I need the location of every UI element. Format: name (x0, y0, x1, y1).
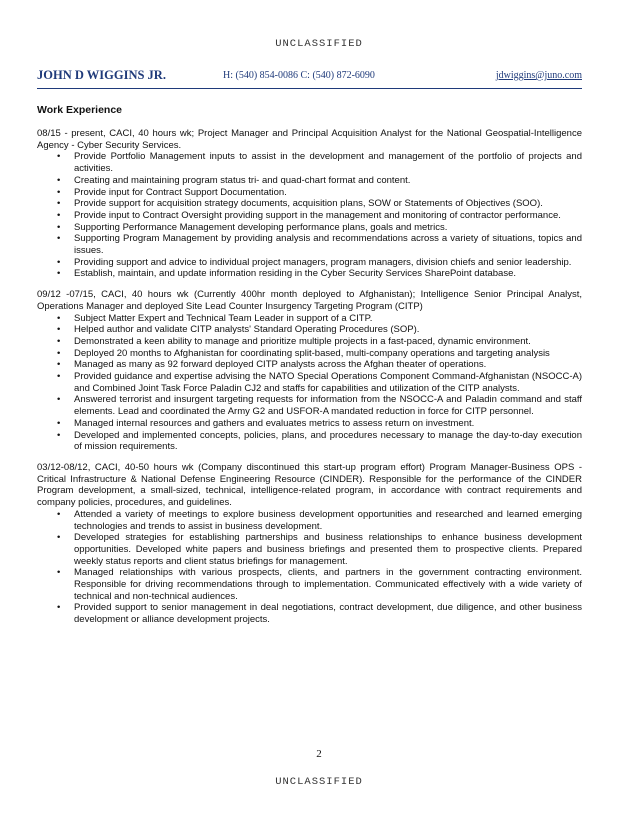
job-bullet-list (37, 509, 582, 626)
job-bullet: • Provide Portfolio Management inputs to assist in the development and management of the portfolio of projects and activities. (37, 151, 582, 174)
job-bullet: • Managed as many as 92 forward deployed CITP analysts across the Afghan theater of operations. (37, 359, 582, 371)
job-bullet: • Supporting Performance Management developing performance plans, goals and metrics. (37, 222, 582, 234)
job-bullet: • Provided guidance and expertise advising the NATO Special Operations Component Command-Afghanistan (NSOCC-A) and Combined Joint Task Force Paladin CJ2 and staffs for capabilities and utilization of the CITP analysts. (37, 371, 582, 394)
job-bullet: • Deployed 20 months to Afghanistan for coordinating split-based, multi-company operations and targeting analysis (37, 348, 582, 360)
email-link[interactable]: jdwiggins@juno.com (495, 70, 582, 81)
job-bullet: • Provide support for acquisition strategy documents, acquisition plans, SOW or Statements of Objectives (SOO). (37, 198, 582, 210)
job-bullet: • Provided support to senior management in deal negotiations, contract development, due diligence, and other business development or alliance development projects. (37, 602, 582, 625)
job-entry (37, 289, 582, 453)
classification-top: UNCLASSIFIED (275, 38, 363, 50)
job-bullet: • Provide input for Contract Support Documentation. (37, 187, 582, 199)
job-bullet: • Provide input to Contract Oversight providing support in the management and monitoring of contractor performance. (37, 210, 582, 222)
resume-header (37, 68, 582, 86)
job-bullet: • Subject Matter Expert and Technical Team Leader in support of a CITP. (37, 313, 582, 325)
job-bullet: • Managed relationships with various prospects, clients, and partners in the government contracting environment. Responsible for driving recommendations through to implementation. Communicated effectively with a wide variety of technical and non-technical audiences. (37, 567, 582, 602)
applicant-name: JOHN D WIGGINS JR. (37, 68, 166, 82)
job-bullet-list (37, 151, 582, 280)
job-entry (37, 128, 582, 280)
job-bullet: • Developed and implemented concepts, policies, plans, and procedures necessary to manage the day-to-day execution of mission requirements. (37, 430, 582, 453)
job-intro: 08/15 - present, CACI, 40 hours wk; Project Manager and Principal Acquisition Analyst for the National Geospatial-Intelligence Agency - Cyber Security Services. (37, 128, 582, 151)
classification-bottom: UNCLASSIFIED (275, 776, 363, 788)
job-bullet: • Creating and maintaining program status tri- and quad-chart format and content. (37, 175, 582, 187)
header-divider (37, 88, 582, 89)
job-bullet: • Supporting Program Management by providing analysis and recommendations across a variety of situations, topics and issues. (37, 233, 582, 256)
job-bullet: • Helped author and validate CITP analysts' Standard Operating Procedures (SOP). (37, 324, 582, 336)
phone-numbers: H: (540) 854-0086 C: (540) 872-6090 (223, 70, 375, 81)
job-bullet: • Demonstrated a keen ability to manage and prioritize multiple projects in a fast-paced, dynamic environment. (37, 336, 582, 348)
section-title: Work Experience (37, 104, 123, 116)
page-number: 2 (316, 748, 322, 760)
job-bullet: • Providing support and advice to individual project managers, program managers, division chiefs and senior leadership. (37, 257, 582, 269)
job-intro: 09/12 -07/15, CACI, 40 hours wk (Currently 400hr month deployed to Afghanistan); Intelligence Senior Principal Analyst, Operations Manager and deployed Site Lead Counter Insurgency Targeting Program (CITP) (37, 289, 582, 312)
job-intro: 03/12-08/12, CACI, 40-50 hours wk (Company discontinued this start-up program effort) Program Manager-Business OPS - Critical Infrastructure & National Defense Engineering Resource (CINDER). Responsible for the performance of the CINDER Program development, a small-sized, technical, intelligence-related program, in accordance with contract requirements and company policies, procedures, and guidelines. (37, 461, 582, 509)
job-bullet: • Developed strategies for establishing partnerships and business relationships to enhance business development opportunities. Developed white papers and business briefings and presented them to prospective clients. Prepared weekly status reports and client status briefings for management. (37, 532, 582, 567)
job-bullet: • Managed internal resources and gathers and evaluates metrics to assess return on investment. (37, 418, 582, 430)
job-entry (37, 462, 582, 626)
work-experience (37, 128, 582, 635)
job-bullet: • Establish, maintain, and update information residing in the Cyber Security Services SharePoint database. (37, 268, 582, 280)
job-bullet-list (37, 313, 582, 453)
job-bullet: • Attended a variety of meetings to explore business development opportunities and researched and learned emerging technologies and trends to assist in business development. (37, 509, 582, 532)
job-bullet: • Answered terrorist and insurgent targeting requests for information from the NSOCC-A and Paladin command and staff elements. Lead and coordinated the Army G2 and USFOR-A mandated reduction in force for CITP personnel. (37, 394, 582, 417)
